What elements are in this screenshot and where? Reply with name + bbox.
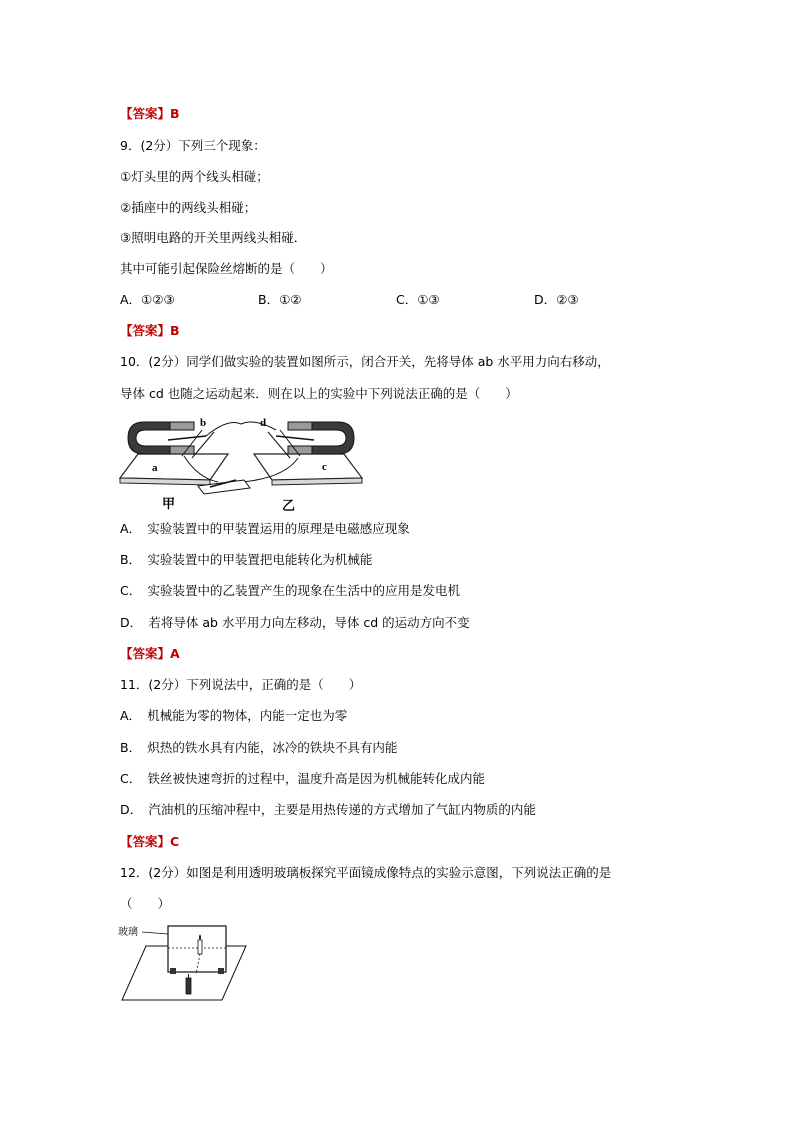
image-candle [198,940,202,954]
glass-leader-line [142,932,168,934]
q11-answer: 【答案】C [120,834,180,849]
q9-question: 其中可能引起保险丝熔断的是（ ） [120,261,333,276]
q9-option-b: B．①② [258,292,302,307]
q9-option-a: A．①②③ [120,292,175,307]
q10-answer: 【答案】A [120,646,180,661]
q11-option-c: C． 铁丝被快速弯折的过程中，温度升高是因为机械能转化成内能 [120,771,485,786]
glass-support-right [218,968,224,974]
glass-label: 玻璃 [118,927,138,938]
q9-item-2: ②插座中的两线头相碰； [120,200,257,215]
q12-stem-line2: （ ） [120,896,171,911]
q9-options [120,292,680,308]
left-magnet-pole-top [170,422,194,430]
q10-figure [118,408,364,512]
label-jia: 甲 [162,497,176,512]
conductor-ab [168,436,206,440]
q9-option-d: D．②③ [534,292,579,307]
q12-figure [118,920,250,1002]
q10-option-b: B． 实验装置中的甲装置把电能转化为机械能 [120,552,373,567]
q11-option-d: D． 汽油机的压缩冲程中，主要是用热传递的方式增加了气缸内物质的内能 [120,802,536,817]
left-base-plate [120,454,228,480]
right-magnet [312,422,354,454]
q8-answer: 【答案】B [120,106,180,121]
label-d: d [260,417,267,429]
left-magnet-pole-bottom [170,446,194,454]
q9-option-c: C．①③ [396,292,440,307]
label-c: c [322,461,327,473]
left-magnet [128,422,170,454]
right-magnet-pole-top [288,422,312,430]
q10-stem-line1: 10．(2分）同学们做实验的装置如图所示，闭合开关，先将导体 ab 水平用力向右移动， [120,354,610,369]
q10-option-a: A． 实验装置中的甲装置运用的原理是电磁感应现象 [120,521,410,536]
right-magnet-pole-bottom [288,446,312,454]
q9-item-1: ①灯头里的两个线头相碰； [120,169,269,184]
glass-plate [168,926,226,972]
label-a: a [152,462,158,474]
real-candle [186,978,191,994]
q9-item-3: ③照明电路的开关里两线头相碰． [120,230,307,245]
q11-stem: 11．(2分）下列说法中，正确的是（ ） [120,677,362,692]
label-b: b [200,417,207,429]
q11-option-a: A． 机械能为零的物体，内能一定也为零 [120,708,348,723]
q10-option-c: C． 实验装置中的乙装置产生的现象在生活中的应用是发电机 [120,583,460,598]
q9-stem: 9．(2分）下列三个现象： [120,138,266,153]
q9-answer: 【答案】B [120,323,180,338]
q11-option-b: B． 炽热的铁水具有内能，冰冷的铁块不具有内能 [120,740,398,755]
label-yi: 乙 [282,499,296,512]
q10-option-d: D． 若将导体 ab 水平用力向左移动，导体 cd 的运动方向不变 [120,615,470,630]
conductor-cd [276,436,314,440]
q10-stem-line2: 导体 cd 也随之运动起来．则在以上的实验中下列说法正确的是（ ） [120,386,518,401]
q12-stem-line1: 12．(2分）如图是利用透明玻璃板探究平面镜成像特点的实验示意图，下列说法正确的是 [120,865,612,880]
glass-support-left [170,968,176,974]
